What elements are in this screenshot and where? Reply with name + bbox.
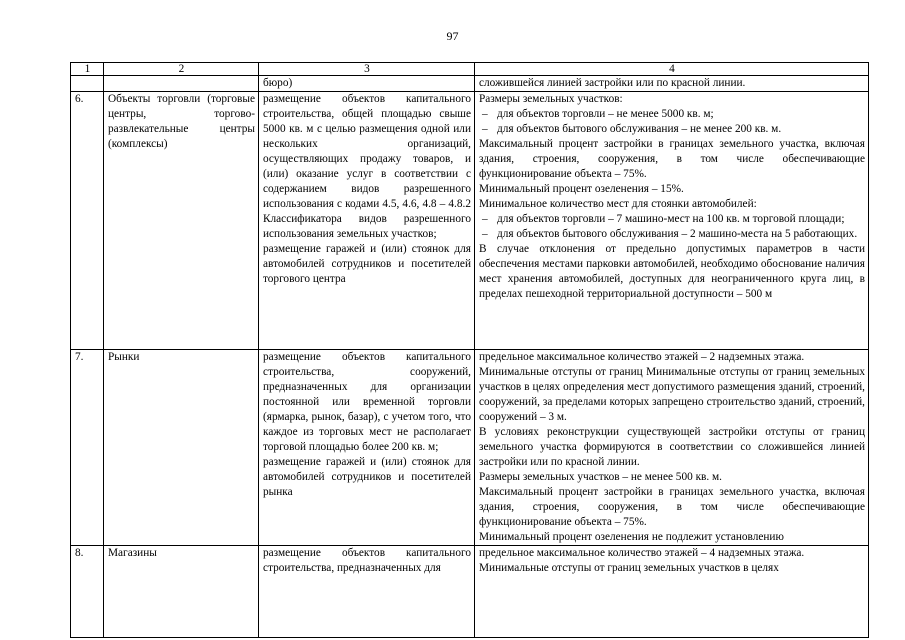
parameter-text: Минимальный процент озеленения не подлежит установлению — [479, 531, 784, 543]
use-name-cell: Рынки — [104, 350, 259, 546]
use-name-cell: Магазины — [104, 546, 259, 638]
row-number-cell — [71, 76, 104, 92]
parameter-list-item: – для объектов торговли – 7 машино-мест на 100 кв. м торговой площади; — [479, 212, 865, 227]
column-number-row — [71, 63, 869, 76]
parameter-list — [479, 212, 865, 242]
continuation-row — [71, 76, 869, 92]
parameters-cell — [475, 92, 869, 350]
column-number: 4 — [475, 63, 869, 76]
parameter-list — [479, 107, 865, 137]
column-number: 2 — [104, 63, 259, 76]
permitted-use-text: размещение объектов капитального строительства, общей площадью свыше 5000 кв. м с целью размещения одной или нескольких организаций, осуществляющих продажу товаров, и (или) оказание услуг в соответствии с содержанием видов разрешенного использования с кодами 4.5, 4.6, 4.8 – 4.8.2 Классификатора видов разрешенного использования земельных участков; — [263, 93, 471, 240]
parameters-cell — [475, 546, 869, 638]
parameter-list-item: – для объектов бытового обслуживания – 2 машино-места на 5 работающих. — [479, 227, 865, 242]
permitted-use-text: размещение гаражей и (или) стоянок для автомобилей сотрудников и посетителей рынка — [263, 456, 471, 498]
row-number-cell: 7. — [71, 350, 104, 546]
parameter-text: В условиях реконструкции существующей застройки отступы от границ земельного участка формируются в соответствии со сложившейся линией застройки или по красной линии. — [479, 426, 865, 468]
page-number: 97 — [446, 29, 459, 43]
permitted-use-cell — [259, 350, 475, 546]
parameters-cell: сложившейся линией застройки или по красной линии. — [475, 76, 869, 92]
use-name-cell: Объекты торговли (торговые центры, торгово-развлекательные центры (комплексы) — [104, 92, 259, 350]
permitted-use-text: размещение объектов капитального строительства, предназначенных для — [263, 547, 471, 574]
row-number-cell: 8. — [71, 546, 104, 638]
table-row — [71, 350, 869, 546]
permitted-use-cell: бюро) — [259, 76, 475, 92]
table-row — [71, 546, 869, 638]
permitted-use-cell — [259, 546, 475, 638]
parameter-text: Минимальное количество мест для стоянки автомобилей: — [479, 198, 757, 210]
parameter-text: Максимальный процент застройки в границах земельного участка, включая здания, строения, сооружения, в том числе обеспечивающие функционирование объекта – 75%. — [479, 138, 865, 180]
column-number: 1 — [71, 63, 104, 76]
parameter-text: предельное максимальное количество этажей – 2 надземных этажа. — [479, 351, 805, 363]
permitted-use-cell — [259, 92, 475, 350]
permitted-use-text: размещение гаражей и (или) стоянок для автомобилей сотрудников и посетителей торгового центра — [263, 243, 471, 285]
permitted-use-text: размещение объектов капитального строительства, сооружений, предназначенных для организации постоянной или временной торговли (ярмарка, рынок, базар), с учетом того, что каждое из торговых мест не располагает торговой площадью более 200 кв. м; — [263, 351, 471, 453]
parameter-text: Размеры земельных участков: — [479, 93, 623, 105]
column-number: 3 — [259, 63, 475, 76]
parameter-text: Минимальные отступы от границ земельных участков в целях — [479, 562, 779, 574]
table-row — [71, 92, 869, 350]
parameter-text: Максимальный процент застройки в границах земельного участка, включая здания, строения, сооружения, в том числе обеспечивающие функционирование объекта – 75%. — [479, 486, 865, 528]
use-name-cell — [104, 76, 259, 92]
parameter-text: В случае отклонения от предельно допустимых параметров в части обеспечения местами парковки автомобилей, необходимо обоснование наличия мест хранения автомобилей, доступных для неограниченного круга лиц, в пределах пешеходной территориальной доступности – 500 м — [479, 243, 865, 300]
parameter-text: Минимальные отступы от границ Минимальные отступы от границ земельных участков в целях определения мест допустимого размещения зданий, строений, сооружений, за пределами которых запрещено строительство зданий, строений, сооружений – 3 м. — [479, 366, 865, 423]
parameter-text: предельное максимальное количество этажей – 4 надземных этажа. — [479, 547, 805, 559]
parameter-list-item: – для объектов торговли – не менее 5000 кв. м; — [479, 107, 865, 122]
parameter-list-item: – для объектов бытового обслуживания – не менее 200 кв. м. — [479, 122, 865, 137]
parameters-cell — [475, 350, 869, 546]
row-number-cell: 6. — [71, 92, 104, 350]
zoning-table — [70, 62, 869, 638]
parameter-text: Минимальный процент озеленения – 15%. — [479, 183, 684, 195]
parameter-text: Размеры земельных участков – не менее 500 кв. м. — [479, 471, 723, 483]
